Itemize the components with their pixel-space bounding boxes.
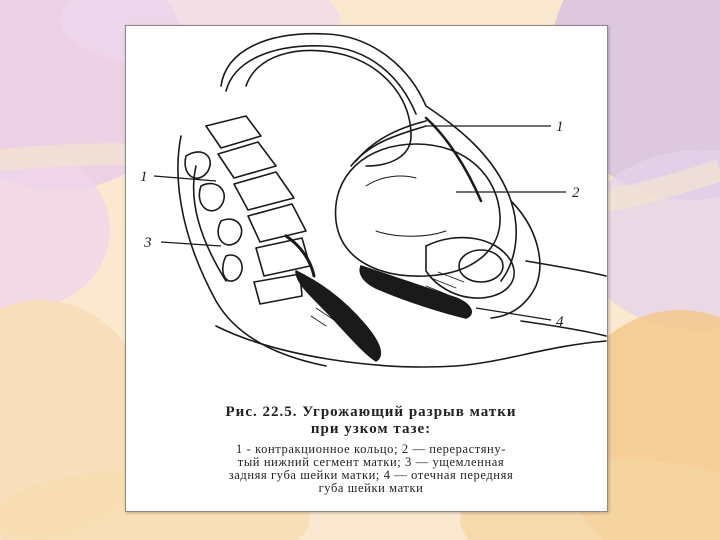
caption-title-line-2: при узком тазе: <box>310 421 432 437</box>
caption-body <box>156 443 586 495</box>
caption-body-line-1: 1 - контракционное кольцо; 2 — перерастяну- <box>236 442 506 456</box>
caption-title <box>156 404 586 438</box>
label-4: 4 <box>556 314 564 330</box>
caption-title-line-1: Рис. 22.5. Угрожающий разрыв матки <box>225 404 517 420</box>
leader-line-left-1 <box>154 176 216 181</box>
caption-body-line-2: тый нижний сегмент матки; 3 — ущемленная <box>237 455 505 469</box>
label-left-3: 3 <box>144 235 152 251</box>
label-2: 2 <box>572 185 580 201</box>
figure-caption <box>156 404 586 495</box>
label-1: 1 <box>556 119 564 135</box>
leader-line-4 <box>476 308 551 320</box>
anatomical-illustration <box>126 26 607 396</box>
caption-body-line-4: губа шейки матки <box>318 481 424 495</box>
label-left-1: 1 <box>140 169 148 185</box>
caption-body-line-3: задняя губа шейки матки; 4 — отечная передняя <box>228 468 514 482</box>
figure-card <box>125 25 608 512</box>
